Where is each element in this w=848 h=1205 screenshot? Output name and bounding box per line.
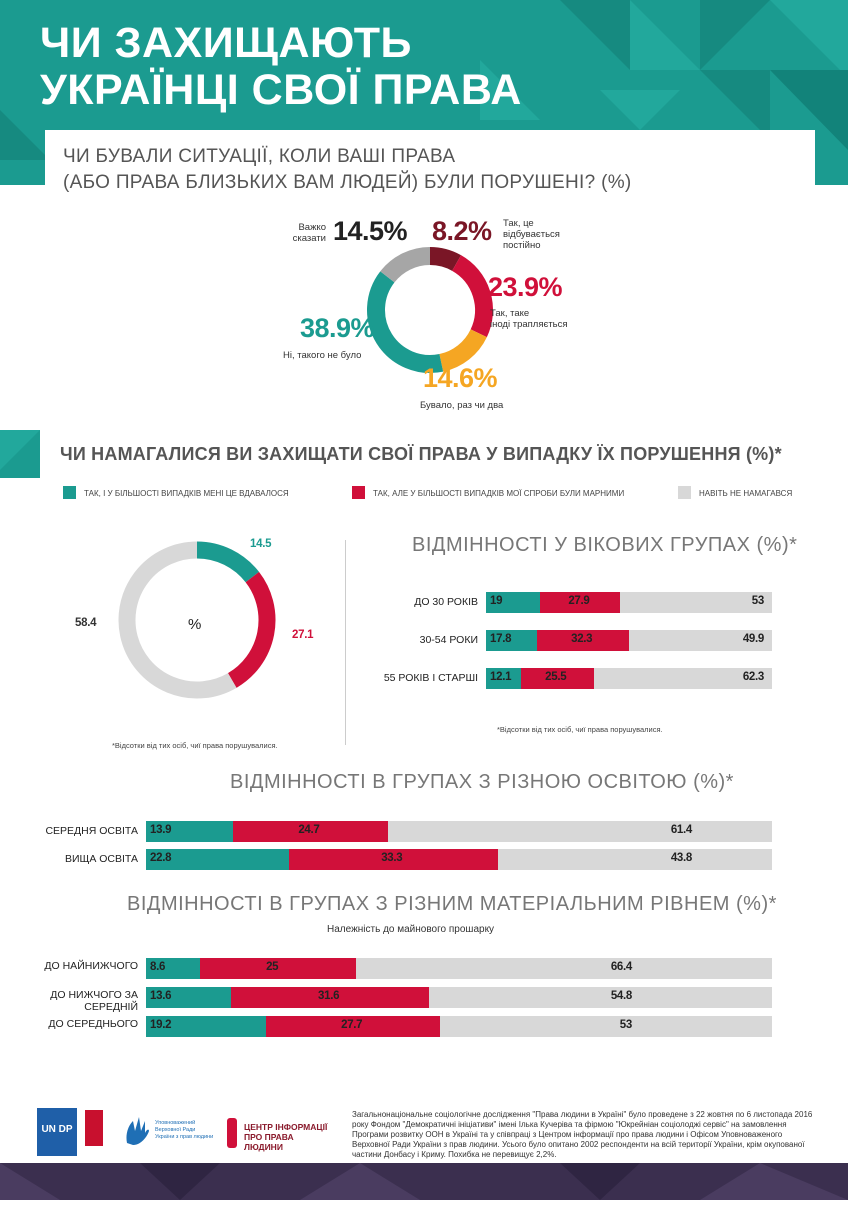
footer-pattern xyxy=(0,1163,848,1200)
bar-value-label: 33.3 xyxy=(381,852,403,864)
bar-value-label: 49.9 xyxy=(742,633,764,645)
bar-category-label: СЕРЕДНЯ ОСВІТА xyxy=(45,825,138,837)
stacked-bar xyxy=(146,821,772,842)
undp-logo: UN DP xyxy=(37,1108,77,1156)
bar-value-label: 24.7 xyxy=(298,824,320,836)
bar-segment xyxy=(388,821,772,842)
bar-value-label: 19 xyxy=(490,595,503,607)
bar-value-label: 54.8 xyxy=(610,990,632,1002)
bar-value-label: 12.1 xyxy=(490,671,512,683)
bar-value-label: 13.9 xyxy=(150,824,172,836)
donut-chart-rights-violated xyxy=(360,240,500,380)
edu-section-title: ВІДМІННОСТІ В ГРУПАХ З РІЗНОЮ ОСВІТОЮ (%)* xyxy=(230,771,734,793)
legend-swatch-success xyxy=(63,486,76,499)
question1-line1: ЧИ БУВАЛИ СИТУАЦІЇ, КОЛИ ВАШІ ПРАВА xyxy=(63,146,456,167)
label-sometimes: Так, таке іноді трапляється xyxy=(490,308,568,330)
legend-swatch-not-tried xyxy=(678,486,691,499)
bar-value-label: 62.3 xyxy=(742,671,764,683)
legend-label-not-tried: НАВІТЬ НЕ НАМАГАВСЯ xyxy=(699,489,793,498)
bar-value-label: 66.4 xyxy=(610,961,632,973)
donut-slice-2 xyxy=(441,333,478,363)
vertical-divider xyxy=(345,540,346,745)
ombudsman-hand-icon xyxy=(123,1115,151,1147)
bar-value-label: 31.6 xyxy=(318,990,340,1002)
footer-description: Загальнонаціональне соціологічне дослідження "Права людини в Україні" було проведене з 22 жовтня по 6 листопада 2016 року Фондом "Демократичні ініціативи" імені Ілька Кучеріва та фірмою "Юкрейніан соціолоджі сервіс" на замовлення Програми розвитку ООН в Україні та у співпраці з Центром інформації про права людини і Офісом Уповноваженого Верховної Ради України з прав людини. Усього було опитано 2002 респонденти на всій території України, крім окупованої частини Донбасу і Криму. Похибка не перевищує 2,2%. xyxy=(352,1110,813,1159)
bar-segment xyxy=(356,958,772,979)
label-no: Ні, такого не було xyxy=(283,350,362,361)
label-constantly: Так, це відбувається постійно xyxy=(503,218,560,251)
bar-category-label: ВИЩА ОСВІТА xyxy=(64,853,138,865)
page-title: ЧИ ЗАХИЩАЮТЬ УКРАЇНЦІ СВОЇ ПРАВА xyxy=(40,19,522,114)
bar-value-label: 17.8 xyxy=(490,633,512,645)
question2-title: ЧИ НАМАГАЛИСЯ ВИ ЗАХИЩАТИ СВОЇ ПРАВА У ВИПАДКУ ЇХ ПОРУШЕННЯ (%)* xyxy=(60,444,782,464)
age-section-title: ВІДМІННОСТІ У ВІКОВИХ ГРУПАХ (%)* xyxy=(412,534,798,556)
legend-label-success: ТАК, І У БІЛЬШОСТІ ВИПАДКІВ МЕНІ ЦЕ ВДАВАЛОСЯ xyxy=(84,489,289,498)
bar-value-label: 61.4 xyxy=(670,824,692,836)
donut2-value-success: 14.5 xyxy=(250,538,272,550)
bar-value-label: 53 xyxy=(751,595,764,607)
bar-value-label: 25 xyxy=(266,961,279,973)
donut-slice-0 xyxy=(430,256,457,263)
bar-value-label: 27.9 xyxy=(568,595,590,607)
bar-value-label: 53 xyxy=(619,1019,632,1031)
bar-category-label: ДО НИЖЧОГО ЗА СЕРЕДНІЙ xyxy=(50,989,138,1013)
bar-segment xyxy=(498,849,772,870)
stacked-bar xyxy=(146,849,772,870)
donut2-note: *Відсотки від тих осіб, чиї права порушувалися. xyxy=(112,741,278,750)
value-hard-to-say: 14.5% xyxy=(333,216,408,246)
stacked-bar xyxy=(146,987,772,1008)
wealth-section-title: ВІДМІННОСТІ В ГРУПАХ З РІЗНИМ МАТЕРІАЛЬНИМ РІВНЕМ (%)* xyxy=(127,893,777,915)
donut-slice-1 xyxy=(457,263,484,333)
value-constantly: 8.2% xyxy=(432,216,492,246)
donut2-value-not-tried: 58.4 xyxy=(75,617,97,629)
bar-value-label: 8.6 xyxy=(150,961,166,973)
bar-category-label: ДО НАЙНИЖЧОГО xyxy=(44,960,138,972)
bar-segment xyxy=(429,987,772,1008)
legend-label-futile: ТАК, АЛЕ У БІЛЬШОСТІ ВИПАДКІВ МОЇ СПРОБИ БУЛИ МАРНИМИ xyxy=(373,489,625,498)
ukraine-coat-of-arms-logo xyxy=(85,1110,103,1146)
question1-line2: (АБО ПРАВА БЛИЗЬКИХ ВАМ ЛЮДЕЙ) БУЛИ ПОРУШЕНІ? (%) xyxy=(63,172,632,193)
legend-swatch-futile xyxy=(352,486,365,499)
donut-slice-3 xyxy=(376,277,441,364)
donut-slice-0 xyxy=(197,550,252,577)
donut-slice-2 xyxy=(127,550,232,690)
value-no: 38.9% xyxy=(300,313,375,343)
ombudsman-label: Уповноважений Верховної Ради України з прав людини xyxy=(155,1120,214,1140)
donut2-center-label: % xyxy=(188,616,202,633)
info-center-label: ЦЕНТР ІНФОРМАЦІЇ ПРО ПРАВА ЛЮДИНИ xyxy=(244,1122,328,1152)
bar-value-label: 25.5 xyxy=(545,671,567,683)
bar-value-label: 32.3 xyxy=(571,633,593,645)
label-once-twice: Бувало, раз чи два xyxy=(420,400,504,411)
bar-category-label: ДО СЕРЕДНЬОГО xyxy=(48,1018,138,1030)
question1-box xyxy=(45,130,815,200)
label-hard-to-say: Важко сказати xyxy=(292,222,326,244)
bar-category-label: 55 РОКІВ І СТАРШІ xyxy=(383,672,478,684)
age-note: *Відсотки від тих осіб, чиї права порушувалися. xyxy=(497,725,663,734)
stacked-bar xyxy=(486,668,772,689)
bar-value-label: 27.7 xyxy=(341,1019,363,1031)
donut-slice-4 xyxy=(387,256,430,277)
donut-slice-1 xyxy=(232,577,267,680)
stacked-bar xyxy=(486,630,772,651)
value-sometimes: 23.9% xyxy=(488,272,563,302)
wealth-subtitle: Належність до майнового прошарку xyxy=(327,924,495,935)
bar-category-label: 30-54 РОКИ xyxy=(419,634,478,646)
info-center-icon xyxy=(227,1118,237,1148)
bar-value-label: 43.8 xyxy=(670,852,692,864)
bar-segment xyxy=(620,592,772,613)
stacked-bar xyxy=(486,592,772,613)
bar-value-label: 22.8 xyxy=(150,852,172,864)
stacked-bar xyxy=(146,958,772,979)
value-once-twice: 14.6% xyxy=(423,363,498,393)
footer-band xyxy=(0,1163,848,1200)
stacked-bar xyxy=(146,1016,772,1037)
bar-category-label: ДО 30 РОКІВ xyxy=(414,596,478,608)
donut2-value-futile: 27.1 xyxy=(292,629,314,641)
bar-value-label: 19.2 xyxy=(150,1019,172,1031)
bar-value-label: 13.6 xyxy=(150,990,172,1002)
bar-segment xyxy=(440,1016,772,1037)
